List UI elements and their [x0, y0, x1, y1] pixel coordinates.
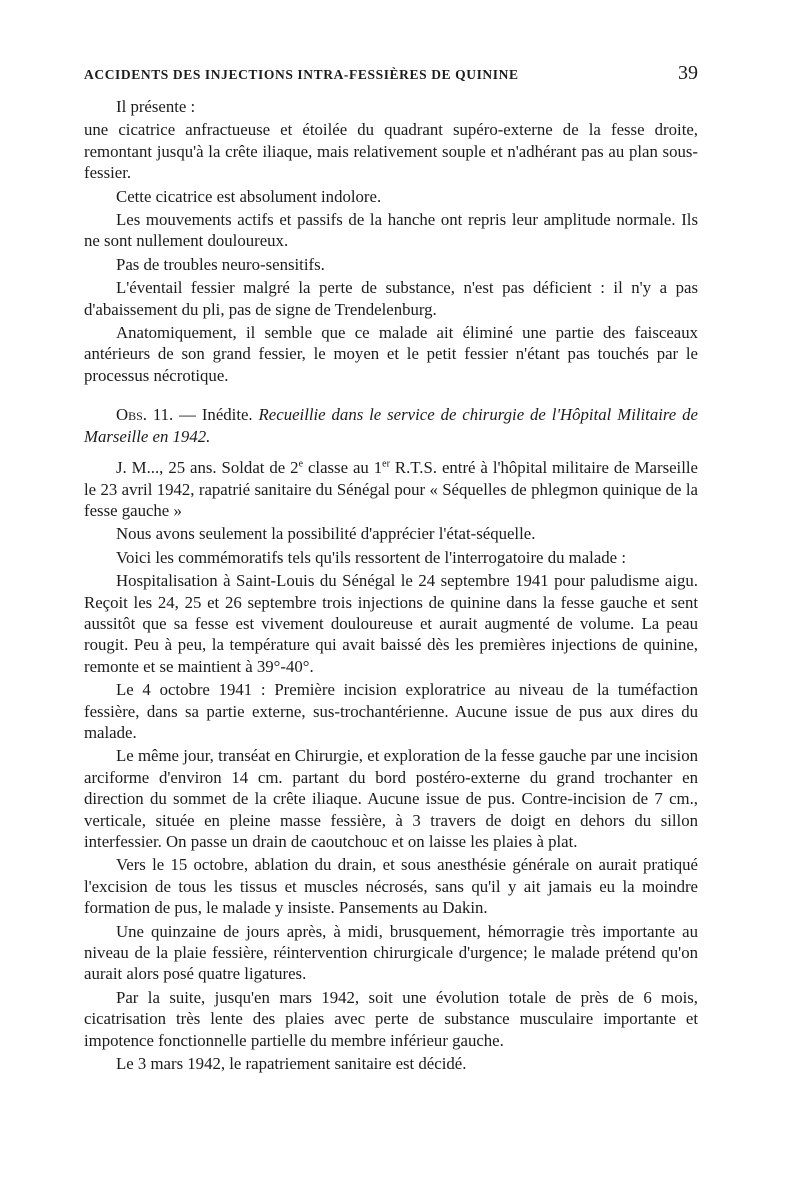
- section-spacer: [84, 388, 698, 404]
- paragraph: Le 3 mars 1942, le rapatriement sanitaire est décidé.: [116, 1054, 467, 1074]
- paragraph: Les mouvements actifs et passifs de la hanche ont repris leur amplitude normale. Ils ne sont nullement douloureux.: [84, 210, 698, 251]
- paragraph: Le même jour, transéat en Chirurgie, et exploration de la fesse gauche par une incision arciforme d'environ 14 cm. partant du bord postéro-externe du grand trochanter en direction du sommet de la crête iliaque. Aucune issue de pus. Contre-incision de 7 cm., verticale, située en pleine masse fessière, à 3 travers de doigt en dehors du sillon interfessier. On passe un drain de caoutchouc et on laisse les plaies à plat.: [84, 746, 698, 851]
- observation-status: — Inédite.: [179, 405, 253, 425]
- patient-intro: [84, 457, 698, 521]
- observation-label: Obs. 11.: [116, 405, 174, 425]
- paragraph: Le 4 octobre 1941 : Première incision exploratrice au niveau de la tuméfaction fessière, dans sa partie externe, sus-trochantérienne. Aucune issue de pus aux dires du malade.: [84, 680, 698, 742]
- paragraph: Anatomiquement, il semble que ce malade ait éliminé une partie des faisceaux antérieurs de son grand fessier, le moyen et le petit fessier n'étant pas touchés par le processus nécrotique.: [84, 323, 698, 385]
- running-title: ACCIDENTS DES INJECTIONS INTRA-FESSIÈRES DE QUININE: [84, 67, 519, 82]
- paragraph: Une quinzaine de jours après, à midi, brusquement, hémorragie très importante au niveau de la plaie fessière, réintervention chirurgicale d'urgence; le malade prétend qu'on aurait alors posé quatre ligatures.: [84, 921, 698, 984]
- paragraph: Voici les commémoratifs tels qu'ils ressortent de l'interrogatoire du malade :: [116, 547, 626, 567]
- paragraph: L'éventail fessier malgré la perte de substance, n'est pas déficient : il n'y a pas d'abaissement du pli, pas de signe de Trendelenburg.: [84, 278, 698, 319]
- paragraph: Hospitalisation à Saint-Louis du Sénégal le 24 septembre 1941 pour paludisme aigu. Reçoit les 24, 25 et 26 septembre trois injections de quinine dans la fesse gauche et sent aussitôt que sa fesse est vivement douloureuse et aurait augmenté de volume. La peau rougit. Peu à peu, la température qui avait baissé dès les premières injections de quinine, remonte et se maintient à 39°-40°.: [84, 571, 698, 676]
- observation-heading: [84, 404, 698, 447]
- paragraph: Il présente :: [116, 97, 196, 116]
- section-spacer: [84, 449, 698, 457]
- page-number: 39: [678, 62, 698, 84]
- observation-source: Recueillie dans le service de chirurgie de l'Hôpital Militaire de Marseille en 1942.: [84, 405, 698, 446]
- intro-part: R.T.S. entré à l'hôpital militaire de Marseille le 23 avril 1942, rapatrié sanitaire du Sénégal pour « Séquelles de phlegmon quinique de la fesse gauche »: [84, 458, 698, 520]
- page-header: [84, 62, 698, 85]
- intro-part: J. M..., 25 ans. Soldat de 2: [116, 458, 299, 478]
- body-text: [84, 96, 698, 1076]
- paragraph: une cicatrice anfractueuse et étoilée du quadrant supéro-externe de la fesse droite, remontant jusqu'à la crête iliaque, mais relativement souple et n'adhérant pas au plan sous-fessier.: [84, 120, 698, 183]
- paragraph: Pas de troubles neuro-sensitifs.: [116, 254, 325, 274]
- paragraph: Cette cicatrice est absolument indolore.: [116, 186, 382, 206]
- paragraph: Nous avons seulement la possibilité d'apprécier l'état-séquelle.: [116, 524, 536, 544]
- intro-part: classe au 1: [303, 458, 383, 478]
- ordinal-superscript: e: [298, 458, 304, 470]
- paragraph: Par la suite, jusqu'en mars 1942, soit une évolution totale de près de 6 mois, cicatrisation très lente des plaies avec perte de substance musculaire importante et impotence fonctionnelle partielle du membre inférieur gauche.: [84, 987, 698, 1050]
- ordinal-superscript: er: [382, 458, 390, 470]
- paragraph: Vers le 15 octobre, ablation du drain, et sous anesthésie générale on aurait pratiqué l'excision de tous les tissus et muscles nécrosés, sans qu'il y ait jamais eu la moindre formation de pus, le malade y insiste. Pansements au Dakin.: [84, 855, 698, 918]
